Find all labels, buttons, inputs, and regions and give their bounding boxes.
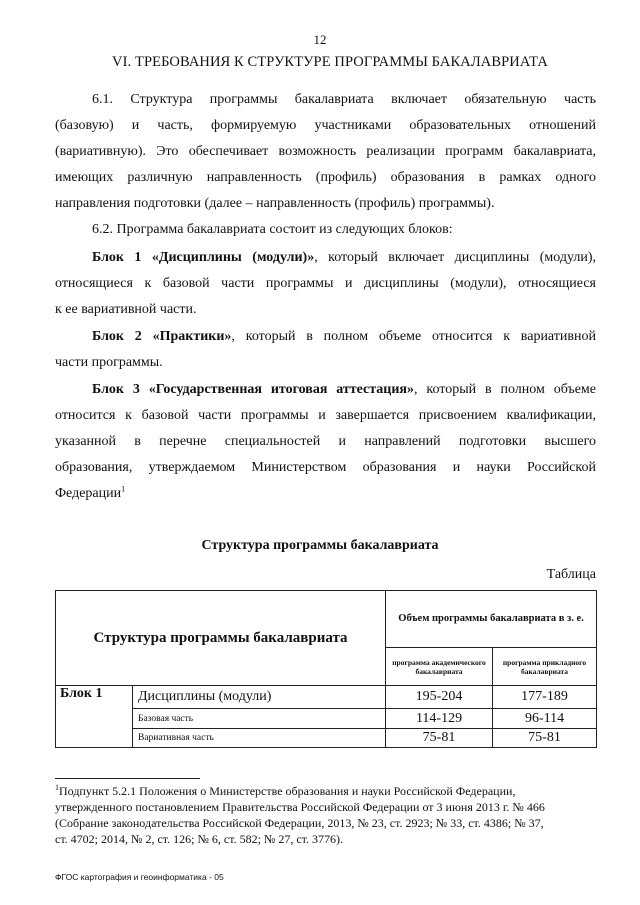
section-heading: VI. ТРЕБОВАНИЯ К СТРУКТУРЕ ПРОГРАММЫ БАКАЛАВРИАТА [112, 54, 548, 70]
block3-text: , который в полном объеме [414, 382, 596, 397]
block1-line: относящиеся к базовой части программы и дисциплины (модули), относящиеся [55, 276, 596, 291]
block2-first-line [92, 329, 596, 345]
block2-line: части программы. [55, 355, 163, 370]
block1-line: к ее вариативной части. [55, 302, 197, 317]
table-cell-academic: 114-129 [386, 709, 493, 729]
table-row [56, 729, 597, 748]
table-header-academic: программа академического бакалавриата [386, 648, 493, 686]
footnote-reference: 1 [121, 484, 126, 494]
paragraph-6-1-line: 6.1. Структура программы бакалавриата включает обязательную часть [92, 92, 596, 107]
footnote-line: утвержденного постановлением Правительства Российской Федерации от 3 июня 2013 г. № 466 [55, 800, 545, 814]
block3-line: указанной в перечне специальностей и направлений подготовки высшего [55, 434, 596, 449]
block2-text: , который в полном объеме относится к вариативной [231, 329, 596, 344]
page-footer: ФГОС картография и геоинформатика - 05 [55, 872, 224, 882]
footnote-line: ст. 4702; 2014, № 2, ст. 126; № 6, ст. 582; № 27, ст. 3776). [55, 832, 344, 846]
table-row [56, 686, 597, 709]
table-label: Таблица [546, 567, 596, 582]
block3-line: образования, утверждаемом Министерством образования и науки Российской [55, 460, 596, 475]
paragraph-6-1-line: (базовую) и часть, формируемую участниками образовательных отношений [55, 118, 596, 133]
block3-title: Блок 3 «Государственная итоговая аттестация» [92, 382, 415, 397]
paragraph-6-2: 6.2. Программа бакалавриата состоит из следующих блоков: [92, 222, 453, 237]
block1-text: , который включает дисциплины (модули), [314, 250, 596, 265]
table-cell-name: Дисциплины (модули) [133, 686, 386, 709]
table-cell-block: Блок 1 [56, 686, 133, 748]
table-cell-name: Базовая часть [133, 709, 386, 729]
block3-last-text: Федерации [55, 486, 122, 501]
table-header-volume: Объем программы бакалавриата в з. е. [386, 591, 597, 648]
block2-title: Блок 2 «Практики» [92, 329, 232, 344]
block1-title: Блок 1 «Дисциплины (модули)» [92, 250, 315, 265]
paragraph-6-1-line: направления подготовки (далее – направленность (профиль) программы). [55, 196, 495, 211]
footnote-divider [55, 778, 200, 779]
paragraph-6-1-line: (вариативную). Это обеспечивает возможность реализации программ бакалавриата, [55, 144, 596, 159]
table-header-structure: Структура программы бакалавриата [56, 591, 386, 686]
table-cell-academic: 195-204 [386, 686, 493, 709]
block3-line [55, 486, 596, 502]
table-caption: Структура программы бакалавриата [201, 538, 439, 553]
block1-first-line [92, 250, 596, 266]
page-number: 12 [313, 32, 327, 47]
table-cell-name: Вариативная часть [133, 729, 386, 748]
paragraph-6-1-line: имеющих различную направленность (профиль) образования в рамках одного [55, 170, 596, 185]
block3-first-line [92, 382, 596, 398]
table-cell-applied: 96-114 [493, 709, 597, 729]
footnote-line [55, 784, 596, 799]
footnote-text: Подпункт 5.2.1 Положения о Министерстве образования и науки Российской Федерации, [59, 784, 516, 798]
footnote-mark: 1 [55, 783, 59, 792]
table-header-applied: программа прикладного бакалавриата [493, 648, 597, 686]
table-cell-academic: 75-81 [386, 729, 493, 748]
footnote-line: (Собрание законодательства Российской Федерации, 2013, № 23, ст. 2923; № 33, ст. 4386; № 37, [55, 816, 544, 830]
structure-table [55, 590, 597, 748]
table-cell-applied: 177-189 [493, 686, 597, 709]
table-row [56, 709, 597, 729]
block3-line: относится к базовой части программы и завершается присвоением квалификации, [55, 408, 596, 423]
table-cell-applied: 75-81 [493, 729, 597, 748]
